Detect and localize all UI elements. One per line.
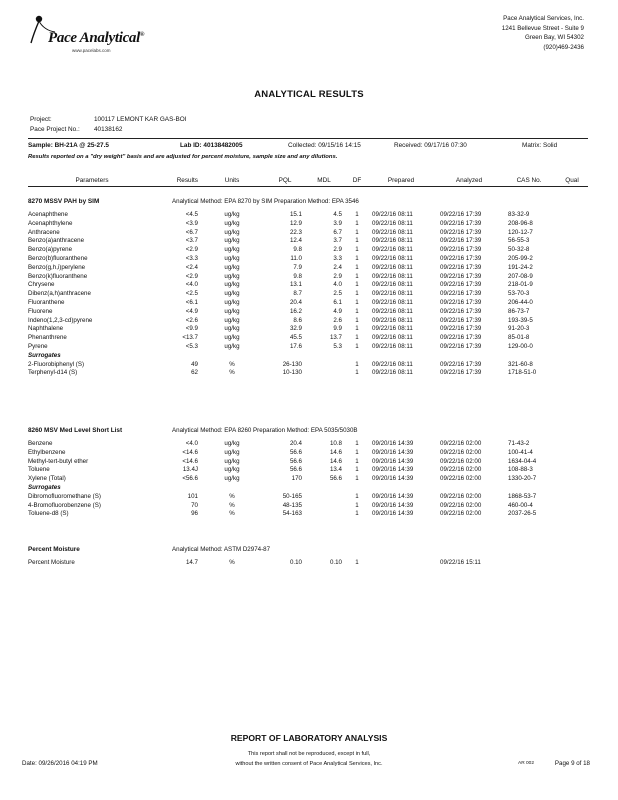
cell-df: 1 <box>355 246 359 254</box>
cell-cas: 53-70-3 <box>508 290 530 298</box>
cell-parameter: Fluoranthene <box>28 299 65 306</box>
cell-parameter: Terphenyl-d14 (S) <box>28 369 78 377</box>
cell-cas: 193-39-5 <box>508 316 533 324</box>
cell-units: ug/kg <box>224 237 240 245</box>
cell-cas: 1634-04-4 <box>508 457 537 465</box>
page-title: ANALYTICAL RESULTS <box>254 89 364 100</box>
cell-prepared: 09/22/16 08:11 <box>372 307 413 315</box>
column-header-parameter: Parameters <box>75 177 109 184</box>
cell-pql: 20.4 <box>289 299 302 306</box>
cell-cas: 83-32-9 <box>508 211 530 218</box>
cell-parameter: Dibromofluoromethane (S) <box>28 492 101 500</box>
sample-id: Sample: BH-21A @ 25-27.5 <box>28 142 109 149</box>
cell-result: 14.7 <box>185 559 198 566</box>
cell-parameter: 2-Fluorobiphenyl (S) <box>28 360 85 368</box>
cell-cas: 460-00-4 <box>508 501 533 509</box>
cell-cas: 1868-53-7 <box>508 492 537 500</box>
cell-result: <2.5 <box>185 290 198 298</box>
cell-units: % <box>229 510 235 518</box>
cell-prepared: 09/22/16 08:11 <box>372 255 413 262</box>
cell-analyzed: 09/22/16 17:39 <box>440 334 482 342</box>
cell-prepared: 09/22/16 08:11 <box>372 272 413 280</box>
cell-pql: 50-165 <box>282 492 302 500</box>
cell-pql: 15.1 <box>289 211 302 218</box>
cell-df: 1 <box>355 559 359 566</box>
cell-mdl: 14.6 <box>329 457 342 465</box>
cell-pql: 56.6 <box>289 448 302 456</box>
section-title: 8260 MSV Med Level Short List <box>28 427 123 434</box>
cell-pql: 0.10 <box>289 559 302 566</box>
column-header-qual: Qual <box>565 177 579 184</box>
cell-df: 1 <box>355 343 359 350</box>
cell-result: <3.3 <box>185 255 198 262</box>
column-header-cas: CAS No. <box>516 177 542 184</box>
cell-result: <2.9 <box>185 272 198 280</box>
cell-mdl: 3.7 <box>333 237 342 245</box>
column-header-analyzed: Analyzed <box>455 177 483 184</box>
cell-parameter: Anthracene <box>28 228 60 236</box>
cell-pql: 22.3 <box>289 228 302 236</box>
cell-analyzed: 09/22/16 02:00 <box>440 501 482 509</box>
cell-analyzed: 09/22/16 17:39 <box>440 290 482 298</box>
header-divider <box>28 186 588 187</box>
cell-units: ug/kg <box>224 448 240 456</box>
cell-parameter: Percent Moisture <box>28 559 75 566</box>
cell-cas: 321-60-8 <box>508 360 533 368</box>
cell-parameter: Toluene-d8 (S) <box>28 510 69 518</box>
cell-units: ug/kg <box>224 457 240 465</box>
cell-prepared: 09/20/16 14:39 <box>372 475 414 483</box>
cell-prepared: 09/20/16 14:39 <box>372 510 414 518</box>
cell-result: <14.6 <box>182 448 198 456</box>
cell-parameter: Acenaphthene <box>28 211 68 218</box>
cell-result: <56.6 <box>182 475 198 483</box>
cell-analyzed: 09/22/16 17:39 <box>440 255 482 262</box>
cell-prepared: 09/22/16 08:11 <box>372 334 413 342</box>
cell-pql: 8.7 <box>293 290 302 298</box>
cell-cas: 85-01-8 <box>508 334 530 342</box>
cell-prepared: 09/20/16 14:39 <box>372 501 414 509</box>
cell-cas: 86-73-7 <box>508 307 530 315</box>
cell-pql: 12.9 <box>289 219 302 227</box>
cell-result: 62 <box>191 369 198 377</box>
cell-pql: 56.6 <box>289 457 302 465</box>
cell-analyzed: 09/22/16 02:00 <box>440 510 482 518</box>
cell-cas: 120-12-7 <box>508 228 533 236</box>
cell-parameter: Acenaphthylene <box>28 219 73 227</box>
logo-url: www.pacelabs.com <box>72 48 111 53</box>
cell-analyzed: 09/22/16 17:39 <box>440 307 482 315</box>
cell-parameter: Dibenz(a,h)anthracene <box>28 290 91 298</box>
cell-parameter: Benzo(b)fluoranthene <box>28 255 88 262</box>
column-header-df: DF <box>352 177 362 184</box>
divider <box>28 138 588 139</box>
project-line <box>30 116 186 123</box>
cell-result: <2.4 <box>185 263 198 271</box>
cell-analyzed: 09/22/16 02:00 <box>440 475 482 483</box>
cell-df: 1 <box>355 237 359 245</box>
cell-cas: 205-99-2 <box>508 255 533 262</box>
cell-analyzed: 09/22/16 17:39 <box>440 343 482 350</box>
report-date: Date: 09/26/2016 04:19 PM <box>22 760 98 767</box>
cell-prepared: 09/20/16 14:39 <box>372 457 414 465</box>
cell-prepared: 09/22/16 08:11 <box>372 299 413 306</box>
cell-mdl: 3.3 <box>333 255 342 262</box>
cell-analyzed: 09/22/16 17:39 <box>440 237 482 245</box>
column-header-prepared: Prepared <box>387 177 415 184</box>
cell-mdl: 4.9 <box>333 307 342 315</box>
cell-mdl: 3.9 <box>333 219 342 227</box>
section-title: Percent Moisture <box>28 546 80 553</box>
cell-parameter: Phenanthrene <box>28 334 67 342</box>
cell-df: 1 <box>355 307 359 315</box>
cell-units: ug/kg <box>224 343 240 350</box>
cell-pql: 9.8 <box>293 246 302 254</box>
project-label: Project: <box>30 116 52 123</box>
cell-df: 1 <box>355 492 359 500</box>
cell-pql: 13.1 <box>289 281 302 289</box>
cell-pql: 17.6 <box>289 343 302 350</box>
company-logo <box>20 12 150 62</box>
cell-analyzed: 09/22/16 17:39 <box>440 360 482 368</box>
cell-prepared: 09/20/16 14:39 <box>372 466 414 474</box>
cell-units: ug/kg <box>224 290 240 298</box>
cell-prepared: 09/22/16 08:11 <box>372 360 413 368</box>
cell-df: 1 <box>355 448 359 456</box>
cell-units: ug/kg <box>224 255 240 262</box>
section-title: 8270 MSSV PAH by SIM <box>28 198 100 205</box>
cell-units: ug/kg <box>224 263 240 271</box>
cell-parameter: Xylene (Total) <box>28 475 66 483</box>
cell-units: ug/kg <box>224 228 240 236</box>
cell-mdl: 2.6 <box>333 316 342 324</box>
cell-units: ug/kg <box>224 246 240 254</box>
cell-prepared: 09/22/16 08:11 <box>372 211 413 218</box>
cell-df: 1 <box>355 501 359 509</box>
page-number: Page 9 of 18 <box>554 760 590 767</box>
cell-analyzed: 09/22/16 17:39 <box>440 299 482 306</box>
cell-units: ug/kg <box>224 334 240 342</box>
cell-result: <2.9 <box>185 246 198 254</box>
company-city: Green Bay, WI 54302 <box>524 34 584 42</box>
cell-prepared: 09/22/16 08:11 <box>372 316 413 324</box>
cell-units: ug/kg <box>224 466 240 474</box>
project-value: 100117 LEMONT KAR GAS-BOI <box>94 116 187 123</box>
cell-pql: 48-135 <box>282 501 302 509</box>
cell-df: 1 <box>355 334 359 342</box>
cell-result: 70 <box>191 501 198 509</box>
cell-result: 49 <box>191 360 198 368</box>
section-method: Analytical Method: EPA 8260 Preparation Method: EPA 5035/5030B <box>172 427 358 434</box>
cell-cas: 1330-20-7 <box>508 475 537 483</box>
cell-df: 1 <box>355 510 359 518</box>
cell-units: ug/kg <box>224 219 240 227</box>
cell-prepared: 09/22/16 08:11 <box>372 290 413 298</box>
section-method: Analytical Method: ASTM D2974-87 <box>172 546 271 553</box>
company-address <box>502 14 584 52</box>
collected: Collected: 09/15/16 14:15 <box>288 142 361 149</box>
cell-parameter: Surrogates <box>28 351 61 359</box>
cell-pql: 45.5 <box>289 334 302 342</box>
cell-prepared: 09/22/16 08:11 <box>372 246 413 254</box>
cell-mdl: 10.8 <box>329 440 342 447</box>
cell-analyzed: 09/22/16 17:39 <box>440 219 482 227</box>
cell-parameter: Naphthalene <box>28 325 64 333</box>
cell-df: 1 <box>355 299 359 306</box>
column-header-result: Results <box>176 177 198 184</box>
disclaimer-line-1: This report shall not be reproduced, except in full, <box>247 751 371 757</box>
cell-parameter: Methyl-tert-butyl ether <box>28 457 89 465</box>
cell-df: 1 <box>355 290 359 298</box>
logo-text: Pace Analytical® <box>48 30 145 46</box>
cell-df: 1 <box>355 360 359 368</box>
company-phone: (920)469-2436 <box>543 43 584 51</box>
cell-units: ug/kg <box>224 440 240 447</box>
disclaimer-line-2: without the written consent of Pace Analytical Services, Inc. <box>235 761 383 767</box>
cell-parameter: Benzo(k)fluoranthene <box>28 272 88 280</box>
cell-pql: 9.8 <box>293 272 302 280</box>
cell-result: <3.9 <box>185 219 198 227</box>
cell-pql: 170 <box>291 475 302 483</box>
cell-mdl: 2.9 <box>333 246 342 254</box>
cell-pql: 12.4 <box>289 237 302 245</box>
cell-result: <9.9 <box>185 325 198 333</box>
report-title: REPORT OF LABORATORY ANALYSIS <box>230 733 388 743</box>
column-header-units: Units <box>224 177 240 184</box>
cell-cas: 206-44-0 <box>508 299 533 306</box>
cell-units: % <box>229 559 235 566</box>
cell-prepared: 09/20/16 14:39 <box>372 440 414 447</box>
cell-units: % <box>229 360 235 368</box>
cell-units: ug/kg <box>224 281 240 289</box>
cell-mdl: 4.0 <box>333 281 342 289</box>
cell-analyzed: 09/22/16 17:39 <box>440 246 482 254</box>
cell-prepared: 09/20/16 14:39 <box>372 448 414 456</box>
cell-result: <2.6 <box>185 316 198 324</box>
cell-pql: 10-130 <box>282 369 302 377</box>
cell-result: <6.1 <box>185 299 198 306</box>
cell-units: ug/kg <box>224 272 240 280</box>
cell-units: % <box>229 501 235 509</box>
cell-mdl: 2.9 <box>333 272 342 280</box>
cell-pql: 56.6 <box>289 466 302 474</box>
cell-parameter: Indeno(1,2,3-cd)pyrene <box>28 316 93 324</box>
cell-analyzed: 09/22/16 17:39 <box>440 228 482 236</box>
cell-cas: 2037-26-5 <box>508 510 537 518</box>
cell-analyzed: 09/22/16 17:39 <box>440 263 482 271</box>
cell-df: 1 <box>355 440 359 447</box>
cell-analyzed: 09/22/16 17:39 <box>440 325 482 333</box>
cell-parameter: Ethylbenzene <box>28 448 66 456</box>
cell-prepared: 09/22/16 08:11 <box>372 263 413 271</box>
cell-units: ug/kg <box>224 475 240 483</box>
cell-pql: 32.9 <box>289 325 302 333</box>
cell-result: 13.4J <box>182 466 198 474</box>
cell-parameter: 4-Bromofluorobenzene (S) <box>28 501 101 509</box>
cell-cas: 207-08-9 <box>508 272 533 280</box>
cell-analyzed: 09/22/16 17:39 <box>440 316 482 324</box>
cell-parameter: Fluorene <box>28 307 53 315</box>
cell-mdl: 14.6 <box>329 448 342 456</box>
cell-units: ug/kg <box>224 316 240 324</box>
cell-mdl: 4.5 <box>333 211 342 218</box>
column-header-mdl: MDL <box>317 177 331 184</box>
ar-code: AR 002 <box>518 761 534 766</box>
cell-df: 1 <box>355 255 359 262</box>
cell-df: 1 <box>355 369 359 377</box>
cell-df: 1 <box>355 263 359 271</box>
cell-units: % <box>229 492 235 500</box>
cell-parameter: Pyrene <box>28 343 48 350</box>
cell-cas: 100-41-4 <box>508 448 533 456</box>
cell-mdl: 56.6 <box>329 475 342 483</box>
cell-mdl: 13.7 <box>329 334 342 342</box>
cell-df: 1 <box>355 228 359 236</box>
cell-analyzed: 09/22/16 02:00 <box>440 492 482 500</box>
cell-pql: 7.9 <box>293 263 302 271</box>
cell-result: <4.0 <box>185 281 198 289</box>
cell-cas: 208-96-8 <box>508 219 533 227</box>
cell-result: 101 <box>187 492 198 500</box>
company-name: Pace Analytical Services, Inc. <box>503 15 584 22</box>
cell-units: ug/kg <box>224 307 240 315</box>
cell-parameter: Benzo(g,h,i)perylene <box>28 263 86 271</box>
cell-parameter: Benzo(a)pyrene <box>28 246 73 254</box>
lab-id: Lab ID: 40138482005 <box>180 142 243 149</box>
cell-cas: 1718-51-0 <box>508 369 537 377</box>
cell-mdl: 2.4 <box>333 263 342 271</box>
cell-analyzed: 09/22/16 15:11 <box>440 559 481 566</box>
cell-mdl: 5.3 <box>333 343 342 350</box>
cell-units: % <box>229 369 235 377</box>
column-header-pql: PQL <box>278 177 292 184</box>
pace-project-label: Pace Project No.: <box>30 126 80 133</box>
cell-df: 1 <box>355 281 359 289</box>
cell-prepared: 09/22/16 08:11 <box>372 343 413 350</box>
received: Received: 09/17/16 07:30 <box>394 142 467 149</box>
cell-prepared: 09/20/16 14:39 <box>372 492 414 500</box>
cell-result: <14.6 <box>182 457 198 465</box>
cell-parameter: Benzene <box>28 440 53 447</box>
cell-units: ug/kg <box>224 211 240 218</box>
cell-cas: 50-32-8 <box>508 246 530 254</box>
cell-prepared: 09/22/16 08:11 <box>372 325 413 333</box>
cell-cas: 56-55-3 <box>508 237 530 245</box>
cell-pql: 16.2 <box>289 307 302 315</box>
matrix: Matrix: Solid <box>522 142 558 149</box>
cell-df: 1 <box>355 466 359 474</box>
cell-mdl: 6.1 <box>333 299 342 306</box>
cell-parameter: Benzo(a)anthracene <box>28 237 85 245</box>
cell-analyzed: 09/22/16 17:39 <box>440 272 482 280</box>
cell-result: <3.7 <box>185 237 198 245</box>
pace-project-value: 40138162 <box>94 126 123 133</box>
cell-analyzed: 09/22/16 02:00 <box>440 466 482 474</box>
cell-analyzed: 09/22/16 17:39 <box>440 211 482 218</box>
cell-pql: 11.0 <box>290 255 302 262</box>
cell-df: 1 <box>355 325 359 333</box>
cell-result: <5.3 <box>185 343 198 350</box>
cell-df: 1 <box>355 475 359 483</box>
cell-parameter: Toluene <box>28 466 50 474</box>
cell-result: <6.7 <box>185 228 198 236</box>
cell-df: 1 <box>355 219 359 227</box>
cell-result: <4.9 <box>185 307 198 315</box>
cell-analyzed: 09/22/16 02:00 <box>440 448 482 456</box>
cell-mdl: 2.5 <box>333 290 342 298</box>
cell-prepared: 09/22/16 08:11 <box>372 219 413 227</box>
cell-result: 96 <box>191 510 198 518</box>
cell-prepared: 09/22/16 08:11 <box>372 237 413 245</box>
cell-cas: 191-24-2 <box>508 263 533 271</box>
cell-prepared: 09/22/16 08:11 <box>372 369 413 377</box>
cell-analyzed: 09/22/16 17:39 <box>440 281 482 289</box>
cell-prepared: 09/22/16 08:11 <box>372 228 413 236</box>
pace-project-line <box>30 126 122 133</box>
cell-analyzed: 09/22/16 02:00 <box>440 440 482 447</box>
cell-cas: 218-01-9 <box>508 281 533 289</box>
cell-pql: 54-163 <box>282 510 302 518</box>
cell-result: <13.7 <box>182 334 198 342</box>
cell-cas: 108-88-3 <box>508 466 533 474</box>
cell-cas: 129-00-0 <box>508 343 533 350</box>
cell-df: 1 <box>355 316 359 324</box>
results-note: Results reported on a "dry weight" basis and are adjusted for percent moisture, sample size and any dilutions. <box>28 154 338 160</box>
cell-units: ug/kg <box>224 325 240 333</box>
cell-pql: 20.4 <box>289 440 302 447</box>
cell-analyzed: 09/22/16 17:39 <box>440 369 482 377</box>
cell-mdl: 9.9 <box>333 325 342 333</box>
cell-mdl: 13.4 <box>329 466 342 474</box>
cell-cas: 71-43-2 <box>508 440 530 447</box>
cell-mdl: 0.10 <box>329 559 342 566</box>
section-method: Analytical Method: EPA 8270 by SIM Preparation Method: EPA 3546 <box>172 198 359 205</box>
cell-analyzed: 09/22/16 02:00 <box>440 457 482 465</box>
cell-mdl: 6.7 <box>333 228 342 236</box>
cell-pql: 8.6 <box>293 316 302 324</box>
cell-result: <4.5 <box>185 211 198 218</box>
cell-df: 1 <box>355 272 359 280</box>
company-street: 1241 Bellevue Street - Suite 9 <box>501 24 584 32</box>
cell-df: 1 <box>355 211 359 218</box>
cell-units: ug/kg <box>224 299 240 306</box>
cell-parameter: Chrysene <box>28 281 55 289</box>
cell-cas: 91-20-3 <box>508 325 530 333</box>
cell-df: 1 <box>355 457 359 465</box>
cell-prepared: 09/22/16 08:11 <box>372 281 413 289</box>
cell-pql: 26-130 <box>282 360 302 368</box>
cell-result: <4.0 <box>185 440 198 447</box>
cell-parameter: Surrogates <box>28 484 61 491</box>
